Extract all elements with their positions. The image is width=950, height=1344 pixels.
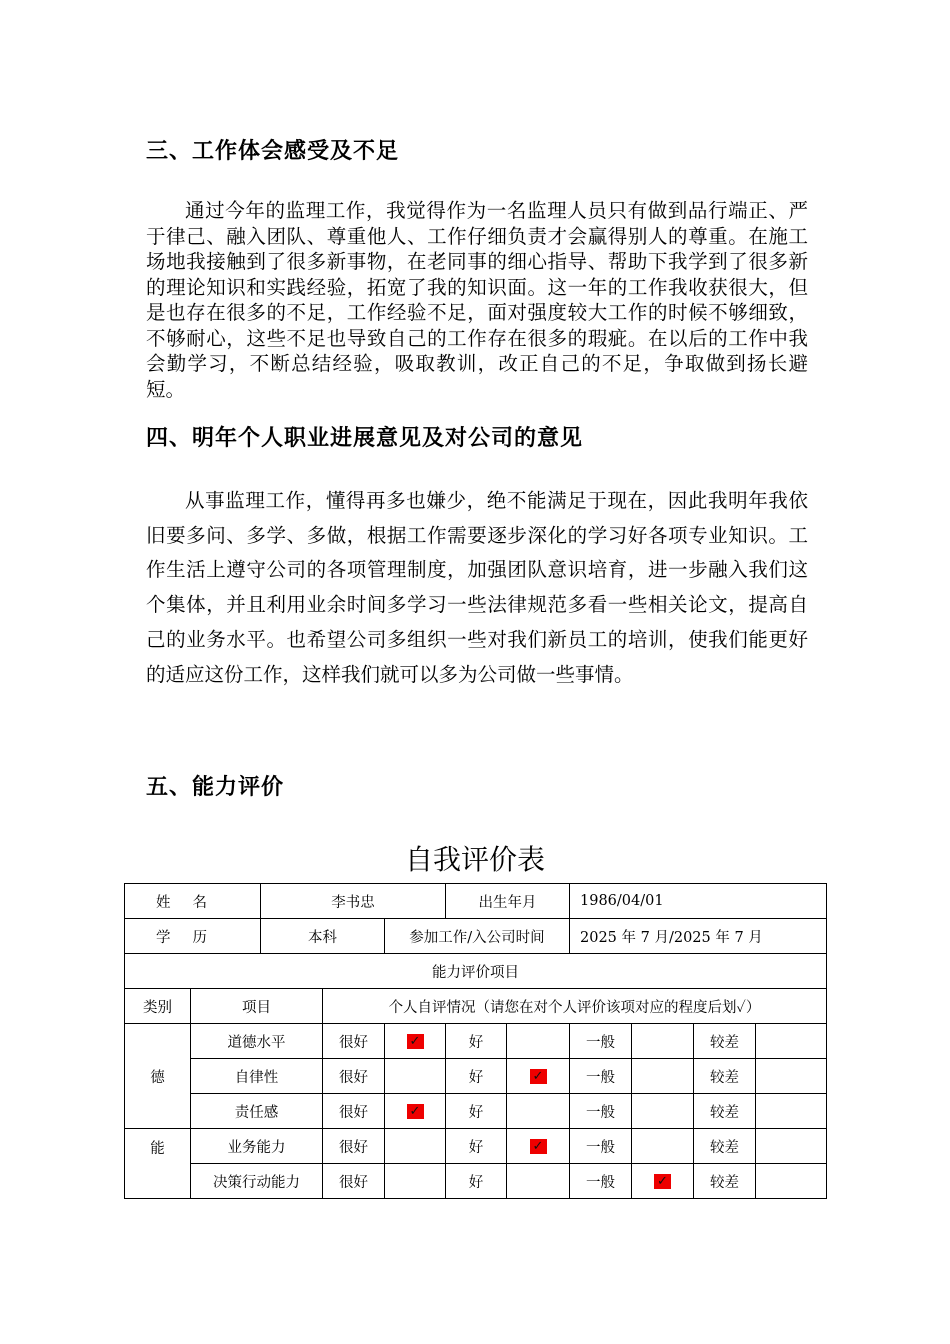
level-checkbox-cell[interactable]	[507, 1094, 570, 1129]
rating-row	[125, 1024, 827, 1059]
name-label: 姓名	[125, 884, 261, 919]
rating-row	[125, 1164, 827, 1199]
checkmark-icon: ✓	[530, 1069, 547, 1084]
birth-label: 出生年月	[446, 884, 570, 919]
level-checkbox-cell[interactable]	[385, 1129, 446, 1164]
level-label: 好	[446, 1094, 507, 1129]
level-checkbox-cell[interactable]	[385, 1024, 446, 1059]
level-label: 很好	[323, 1059, 385, 1094]
level-label: 很好	[323, 1129, 385, 1164]
level-label: 一般	[570, 1059, 632, 1094]
checkmark-icon: ✓	[654, 1174, 671, 1189]
table-title: 自我评价表	[404, 843, 545, 876]
level-checkbox-cell[interactable]	[632, 1024, 694, 1059]
level-label: 一般	[570, 1164, 632, 1199]
level-checkbox-cell[interactable]	[507, 1164, 570, 1199]
level-checkbox-cell[interactable]	[756, 1024, 827, 1059]
checkmark-icon: ✓	[530, 1139, 547, 1154]
header-row	[125, 989, 827, 1024]
section3-paragraph: 通过今年的监理工作，我觉得作为一名监理人员只有做到品行端正、严于律己、融入团队、尊重他人、工作仔细负责才会赢得别人的尊重。在施工场地我接触到了很多新事物，在老同事的细心指导、帮助下我学到了很多新的理论知识和实践经验，拓宽了我的知识面。这一年的工作我收获很大，但是也存在很多的不足，工作经验不足，面对强度较大工作的时候不够细致，不够耐心，这些不足也导致自己的工作存在很多的瑕疵。在以后的工作中我会勤学习，不断总结经验，吸取教训，改正自己的不足，争取做到扬长避短。	[146, 199, 808, 401]
level-label: 好	[446, 1059, 507, 1094]
category-header: 类别	[125, 989, 191, 1024]
level-label: 一般	[570, 1024, 632, 1059]
level-label: 较差	[694, 1024, 756, 1059]
level-label: 较差	[694, 1164, 756, 1199]
item-cell: 自律性	[191, 1059, 323, 1094]
level-label: 较差	[694, 1094, 756, 1129]
rating-row	[125, 1129, 827, 1164]
level-label: 好	[446, 1129, 507, 1164]
join-time-value: 2025 年 7 月/2025 年 7 月	[570, 919, 827, 954]
level-checkbox-cell[interactable]	[507, 1129, 570, 1164]
item-cell: 责任感	[191, 1094, 323, 1129]
level-checkbox-cell[interactable]	[632, 1094, 694, 1129]
self-evaluation-table	[124, 883, 827, 1199]
item-header: 项目	[191, 989, 323, 1024]
level-checkbox-cell[interactable]	[756, 1094, 827, 1129]
section-row	[125, 954, 827, 989]
section4-paragraph: 从事监理工作，懂得再多也嫌少，绝不能满足于现在，因此我明年我依旧要多问、多学、多做，根据工作需要逐步深化的学习好各项专业知识。工作生活上遵守公司的各项管理制度，加强团队意识培育，进一步融入我们这个集体，并且利用业余时间多学习一些法律规范多看一些相关论文，提高自己的业务水平。也希望公司多组织一些对我们新员工的培训，使我们能更好的适应这份工作，这样我们就可以多为公司做一些事情。	[146, 489, 808, 686]
level-label: 很好	[323, 1164, 385, 1199]
level-label: 一般	[570, 1094, 632, 1129]
section4-heading: 四、明年个人职业进展意见及对公司的意见	[146, 426, 584, 451]
level-label: 好	[446, 1024, 507, 1059]
level-checkbox-cell[interactable]	[507, 1024, 570, 1059]
education-value: 本科	[261, 919, 385, 954]
name-value: 李书忠	[261, 884, 446, 919]
rating-row	[125, 1094, 827, 1129]
level-checkbox-cell[interactable]	[385, 1059, 446, 1094]
level-checkbox-cell[interactable]	[507, 1059, 570, 1094]
section5-heading: 五、能力评价	[146, 775, 285, 800]
category-cell: 德	[125, 1024, 191, 1129]
level-label: 好	[446, 1164, 507, 1199]
checkmark-icon: ✓	[407, 1034, 424, 1049]
level-checkbox-cell[interactable]	[632, 1164, 694, 1199]
level-label: 很好	[323, 1094, 385, 1129]
section3-heading: 三、工作体会感受及不足	[146, 139, 400, 164]
birth-value: 1986/04/01	[570, 884, 827, 919]
education-label: 学历	[125, 919, 261, 954]
rating-rows	[125, 1024, 827, 1199]
join-time-label: 参加工作/入公司时间	[385, 919, 570, 954]
level-label: 一般	[570, 1129, 632, 1164]
level-label: 很好	[323, 1024, 385, 1059]
category-cell: 能	[125, 1129, 191, 1199]
rating-row	[125, 1059, 827, 1094]
level-checkbox-cell[interactable]	[756, 1129, 827, 1164]
level-checkbox-cell[interactable]	[756, 1164, 827, 1199]
ability-section-label: 能力评价项目	[125, 954, 827, 989]
level-label: 较差	[694, 1059, 756, 1094]
info-row-2	[125, 919, 827, 954]
checkmark-icon: ✓	[407, 1104, 424, 1119]
level-checkbox-cell[interactable]	[385, 1094, 446, 1129]
level-checkbox-cell[interactable]	[385, 1164, 446, 1199]
level-checkbox-cell[interactable]	[632, 1059, 694, 1094]
level-label: 较差	[694, 1129, 756, 1164]
info-row-1	[125, 884, 827, 919]
item-cell: 决策行动能力	[191, 1164, 323, 1199]
item-cell: 道德水平	[191, 1024, 323, 1059]
item-cell: 业务能力	[191, 1129, 323, 1164]
level-checkbox-cell[interactable]	[632, 1129, 694, 1164]
level-checkbox-cell[interactable]	[756, 1059, 827, 1094]
self-assessment-header: 个人自评情况（请您在对个人评价该项对应的程度后划✓）	[323, 989, 827, 1024]
